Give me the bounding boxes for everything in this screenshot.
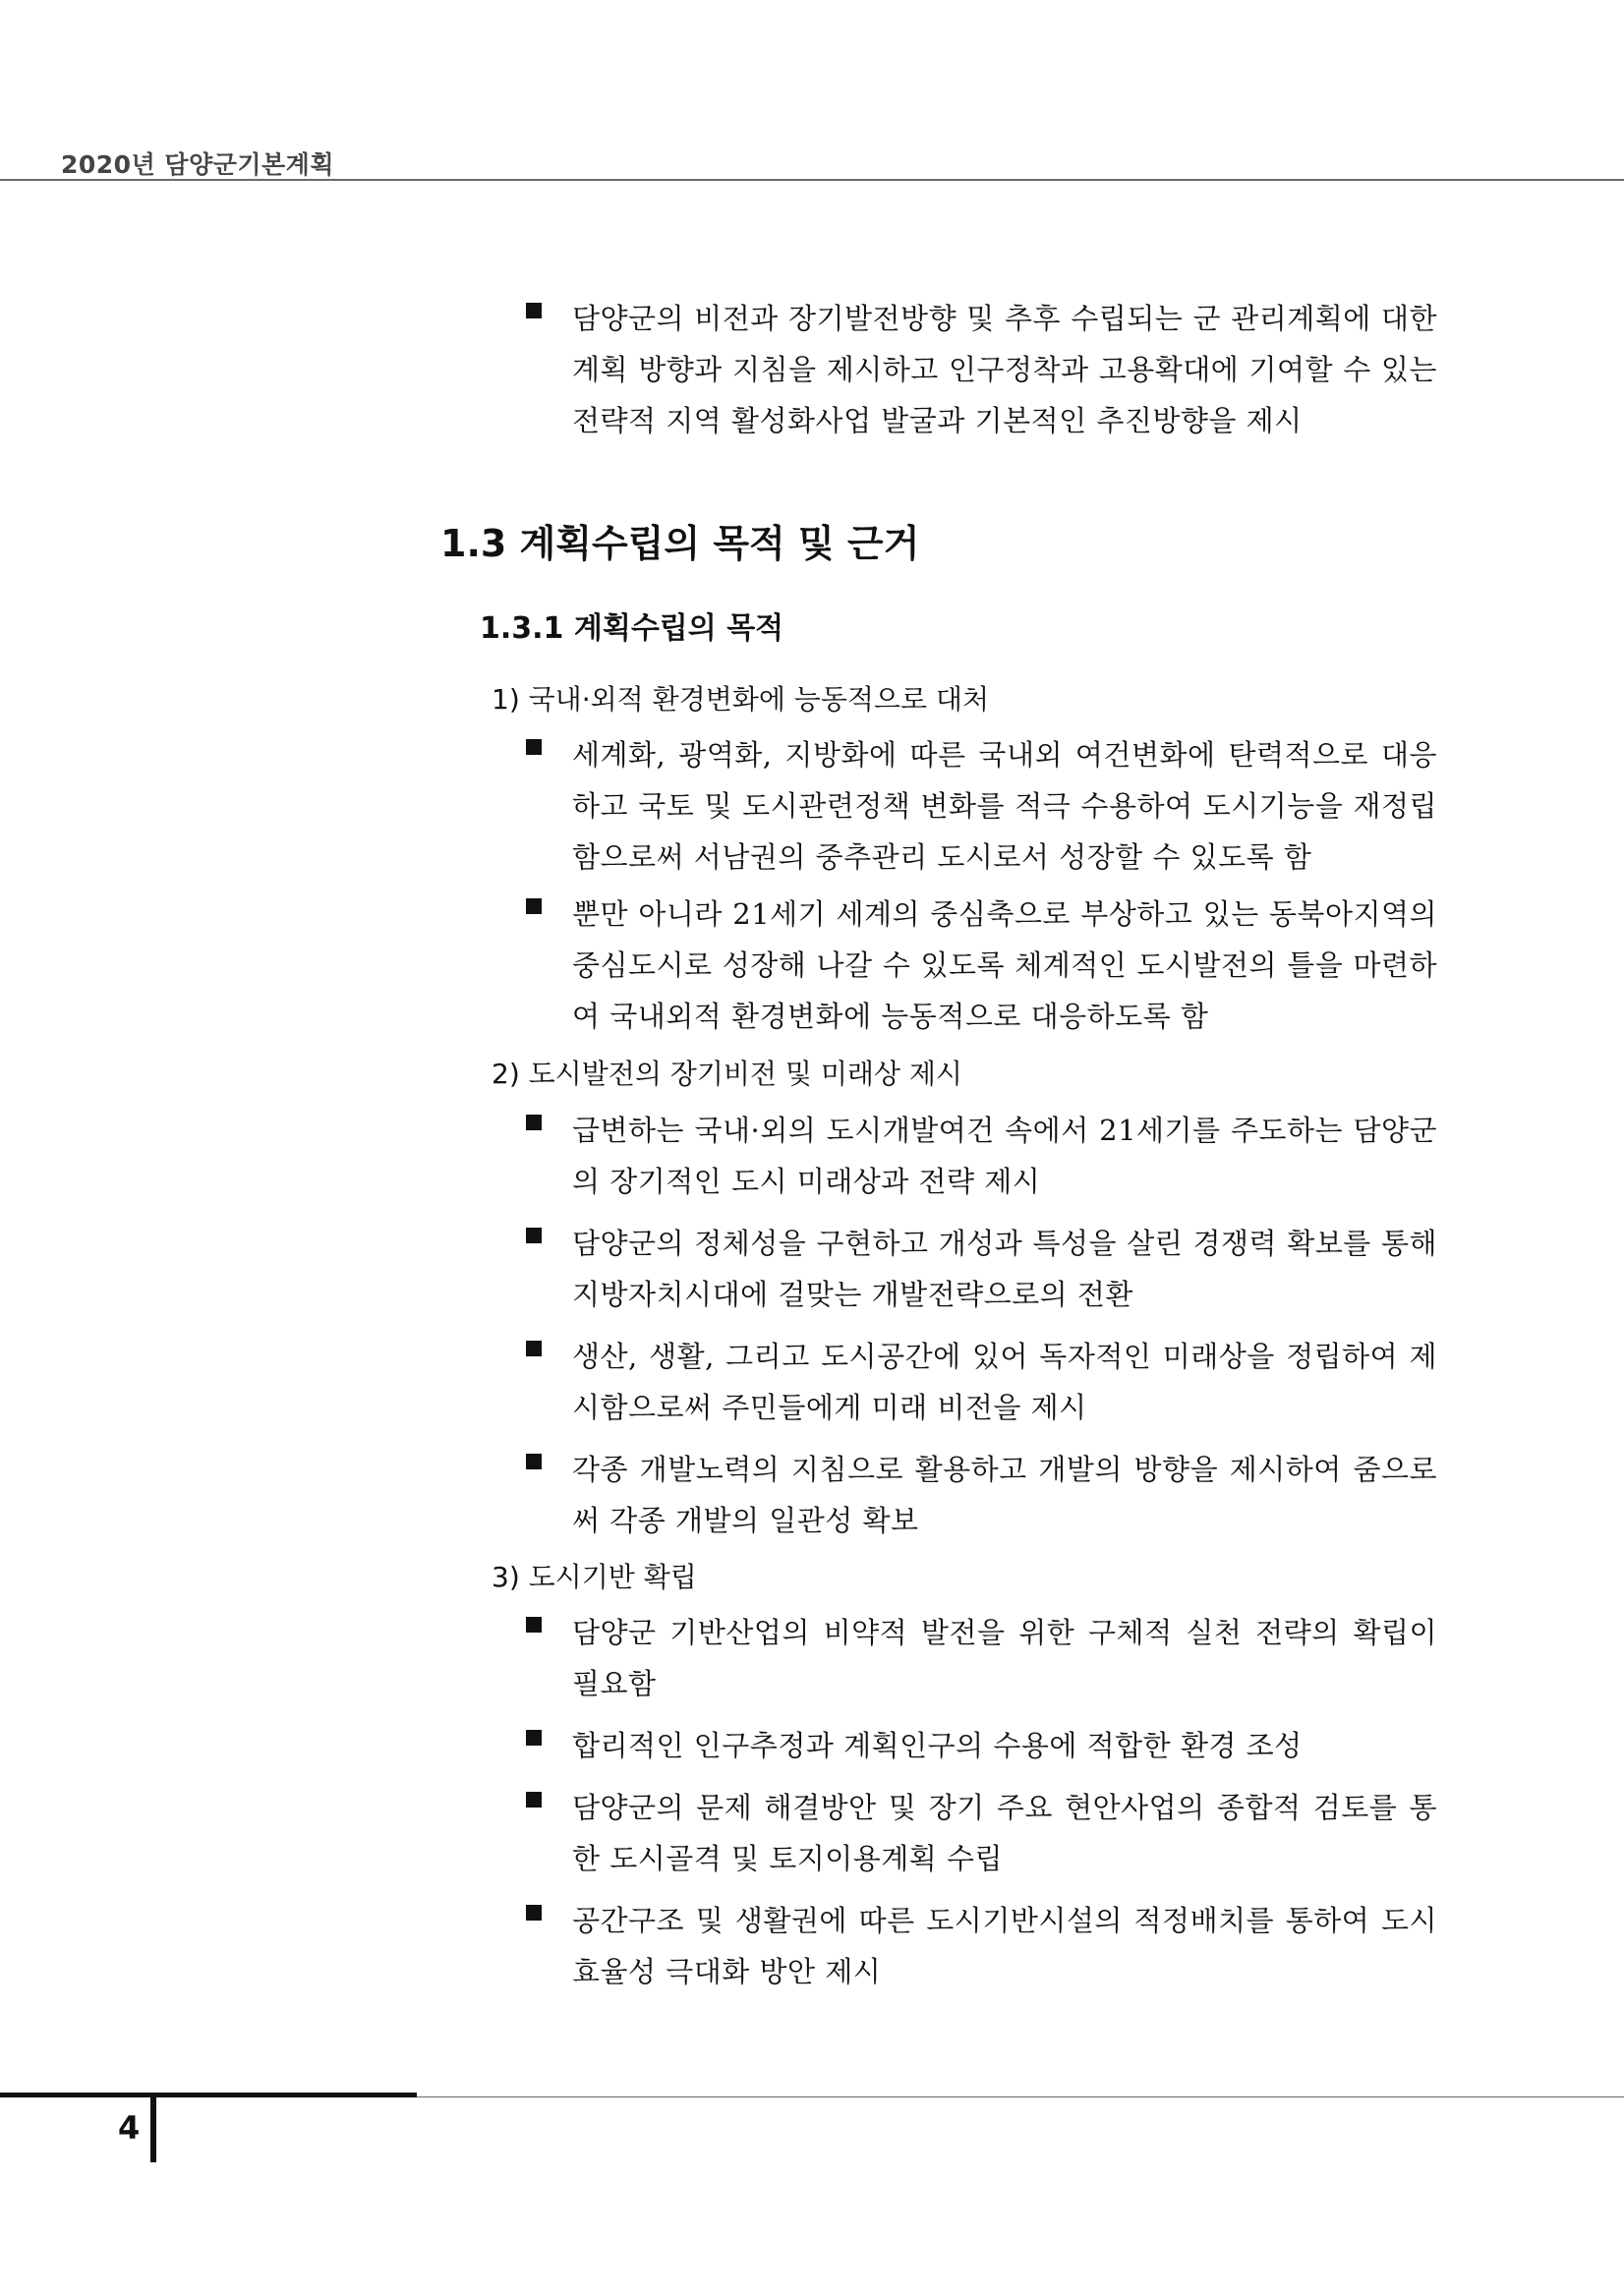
bullet-text: 합리적인 인구추정과 계획인구의 수용에 적합한 환경 조성 — [572, 1729, 1303, 1762]
footer-thin-rule — [417, 2096, 1624, 2097]
square-bullet-icon — [526, 1792, 542, 1808]
bullet-text: 뿐만 아니라 21세기 세계의 중심축으로 부상하고 있는 동북아지역의 중심도시로 성장해 나갈 수 있도록 체계적인 도시발전의 틀을 마련하여 국내외적 환경변화에 능동적으로 대응하도록 함 — [572, 897, 1437, 1033]
square-bullet-icon — [526, 303, 542, 318]
numbered-item-title: 1) 국내·외적 환경변화에 능동적으로 대처 — [492, 683, 990, 716]
bullet-text: 급변하는 국내·외의 도시개발여건 속에서 21세기를 주도하는 담양군의 장기적인 도시 미래상과 전략 제시 — [572, 1114, 1437, 1198]
header-divider — [0, 179, 1624, 181]
footer-thick-rule — [0, 2093, 417, 2097]
square-bullet-icon — [526, 1730, 542, 1746]
running-header-title: 2020년 담양군기본계획 — [61, 150, 334, 179]
bullet-text: 각종 개발노력의 지침으로 활용하고 개발의 방향을 제시하여 줌으로써 각종 개발의 일관성 확보 — [572, 1453, 1437, 1537]
square-bullet-icon — [526, 1115, 542, 1130]
bullet-text: 담양군의 정체성을 구현하고 개성과 특성을 살린 경쟁력 확보를 통해 지방자치시대에 걸맞는 개발전략으로의 전환 — [572, 1227, 1437, 1311]
bullet-text: 세계화, 광역화, 지방화에 따른 국내외 여건변화에 탄력적으로 대응하고 국토 및 도시관련정책 변화를 적극 수용하여 도시기능을 재정립함으로써 서남권의 중추관리 도시로서 성장할 수 있도록 함 — [572, 738, 1437, 874]
bullet-text: 생산, 생활, 그리고 도시공간에 있어 독자적인 미래상을 정립하여 제시함으로써 주민들에게 미래 비전을 제시 — [572, 1340, 1437, 1424]
square-bullet-icon — [526, 1341, 542, 1356]
bullet-text: 담양군의 문제 해결방안 및 장기 주요 현안사업의 종합적 검토를 통한 도시골격 및 토지이용계획 수립 — [572, 1791, 1437, 1875]
numbered-item-title: 2) 도시발전의 장기비전 및 미래상 제시 — [492, 1058, 962, 1090]
page-number-bar — [150, 2097, 156, 2162]
square-bullet-icon — [526, 1617, 542, 1633]
square-bullet-icon — [526, 739, 542, 755]
page-number: 4 — [118, 2109, 141, 2147]
bullet-text: 공간구조 및 생활권에 따른 도시기반시설의 적정배치를 통하여 도시 효율성 극대화 방안 제시 — [572, 1904, 1437, 1988]
square-bullet-icon — [526, 898, 542, 914]
bullet-text: 담양군 기반산업의 비약적 발전을 위한 구체적 실천 전략의 확립이 필요함 — [572, 1616, 1437, 1700]
square-bullet-icon — [526, 1905, 542, 1921]
square-bullet-icon — [526, 1228, 542, 1243]
numbered-item-title: 3) 도시기반 확립 — [492, 1561, 697, 1593]
bullet-text: 담양군의 비전과 장기발전방향 및 추후 수립되는 군 관리계획에 대한 계획 방향과 지침을 제시하고 인구정착과 고용확대에 기여할 수 있는 전략적 지역 활성화사업 발굴과 기본적인 추진방향을 제시 — [572, 302, 1437, 437]
square-bullet-icon — [526, 1454, 542, 1469]
subsection-heading: 1.3.1 계획수립의 목적 — [480, 611, 784, 646]
section-heading: 1.3 계획수립의 목적 및 근거 — [440, 522, 920, 565]
